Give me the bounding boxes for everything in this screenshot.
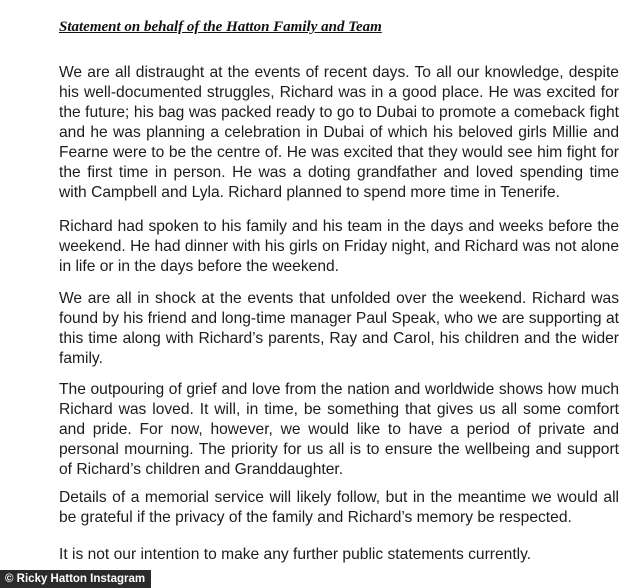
statement-paragraph-6: It is not our intention to make any further public statements currently. [59, 546, 532, 563]
statement-title: Statement on behalf of the Hatton Family and Team [59, 19, 382, 35]
image-credit-caption: © Ricky Hatton Instagram [0, 570, 151, 588]
statement-paragraph-2: Richard had spoken to his family and his team in the days and weeks before the weekend. He had dinner with his girls on Friday night, and Richard was not alone in life or in the days before the weekend. [59, 218, 619, 275]
statement-paragraph-3: We are all in shock at the events that unfolded over the weekend. Richard was found by his friend and long-time manager Paul Speak, who we are supporting at this time along with Richard’s parents, Ray and Carol, his children and the wider family. [59, 290, 619, 367]
statement-paragraph-5: Details of a memorial service will likely follow, but in the meantime we would all be grateful if the privacy of the family and Richard’s memory be respected. [59, 489, 619, 526]
statement-paragraph-4: The outpouring of grief and love from the nation and worldwide shows how much Richard was loved. It will, in time, be something that gives us all some comfort and pride. For now, however, we would like to have a period of private and personal mourning. The priority for us all is to ensure the wellbeing and support of Richard’s children and Granddaughter. [59, 381, 619, 478]
statement-paragraph-1: We are all distraught at the events of recent days. To all our knowledge, despite his well-documented struggles, Richard was in a good place. He was excited for the future; his bag was packed ready to go to Dubai to promote a comeback fight and he was planning a celebration in Dubai of which his beloved girls Millie and Fearne were to be the centre of. He was excited that they would see him fight for the first time in person. He was a doting grandfather and loved spending time with Campbell and Lyla. Richard planned to spend more time in Tenerife. [59, 64, 619, 201]
